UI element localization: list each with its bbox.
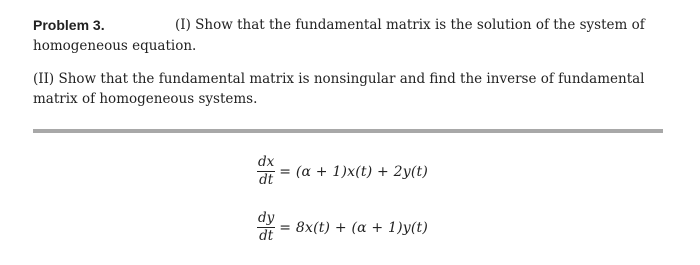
equation-rhs: = (α + 1)x(t) + 2y(t) [279, 163, 429, 180]
equation-rhs: = 8x(t) + (α + 1)y(t) [279, 219, 429, 236]
part2-text-line2: matrix of homogeneous systems. [33, 91, 258, 107]
fraction-dy-dt [257, 211, 275, 244]
part2-text-line1: (II) Show that the fundamental matrix is nonsingular and find the inverse of fundamental [33, 71, 645, 87]
part1-text-line2: homogeneous equation. [33, 38, 197, 54]
part1-text-line1: (I) Show that the fundamental matrix is the solution of the system of [175, 17, 645, 33]
problem-label: Problem 3. [33, 17, 105, 33]
fraction-numerator: dx [258, 154, 275, 170]
fraction-numerator: dy [258, 210, 275, 226]
section-divider [33, 129, 663, 133]
equation-2 [257, 211, 428, 244]
fraction-denominator: dt [259, 172, 274, 188]
fraction-denominator: dt [259, 228, 274, 244]
fraction-dx-dt [257, 155, 275, 188]
equation-1 [257, 155, 428, 188]
